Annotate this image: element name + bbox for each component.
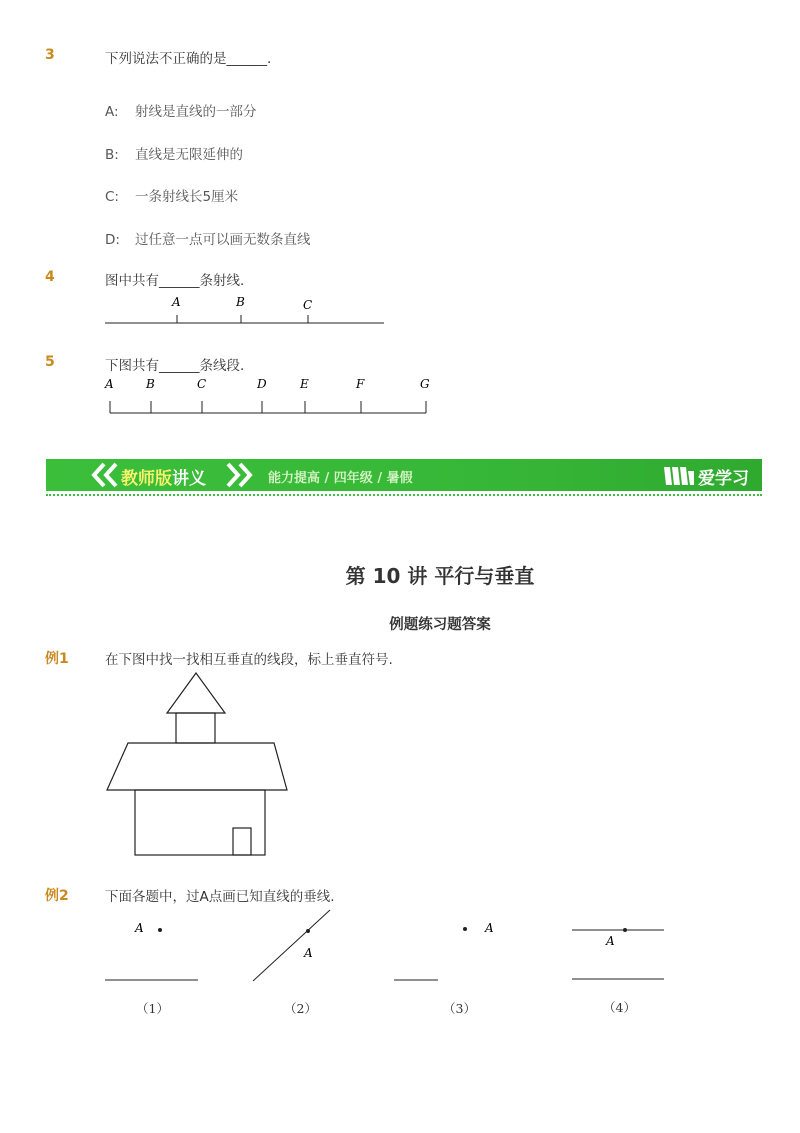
- brand-name: 爱学习: [698, 469, 749, 489]
- ray-point-label-b: B: [236, 295, 245, 309]
- option-c: [105, 185, 238, 205]
- fig2-line: [253, 910, 330, 981]
- option-b-text: 直线是无限延伸的: [135, 147, 243, 163]
- fig3-point: [463, 927, 467, 931]
- segment-point-label-d: D: [257, 377, 267, 391]
- caption-3: （3）: [443, 1001, 476, 1016]
- question-3-text: 下列说法不正确的是______.: [105, 51, 272, 67]
- perpendicular-figures: [100, 905, 680, 985]
- caption-2: （2）: [284, 1001, 317, 1016]
- segment-point-label-a: A: [105, 377, 114, 391]
- fig4-point: [623, 928, 627, 932]
- segment-point-label-b: B: [146, 377, 155, 391]
- option-a: [105, 100, 257, 120]
- ray-point-label-a: A: [172, 295, 181, 309]
- question-number-4: 4: [45, 269, 55, 285]
- double-chevron-left-icon: [86, 462, 126, 488]
- header-banner: [46, 459, 762, 491]
- ray-figure: [100, 293, 390, 333]
- example-number-1: 例1: [45, 651, 69, 667]
- caption-1: （1）: [136, 1001, 169, 1016]
- option-c-text: 一条射线长5厘米: [135, 189, 239, 205]
- brand-logo-icon: [662, 463, 696, 487]
- fig1-point: [158, 928, 162, 932]
- option-d-text: 过任意一点可以画无数条直线: [135, 232, 311, 248]
- segment-figure: [100, 374, 440, 420]
- question-number-5: 5: [45, 354, 55, 370]
- question-number-3: 3: [45, 47, 55, 63]
- banner-handout-label: 讲义: [172, 469, 206, 489]
- banner-divider: [46, 494, 762, 496]
- banner-breadcrumb: 能力提高 / 四年级 / 暑假: [268, 471, 413, 486]
- question-5-text: 下图共有______条线段.: [105, 358, 245, 374]
- fig1-point-label: A: [135, 921, 144, 935]
- banner-teacher-label: 教师版: [121, 469, 172, 489]
- example-1-text: 在下图中找一找相互垂直的线段，标上垂直符号.: [105, 652, 393, 668]
- fig3-point-label: A: [485, 921, 494, 935]
- option-d-letter: D:: [105, 232, 120, 248]
- fig2-point-label: A: [304, 946, 313, 960]
- option-b: [105, 143, 243, 163]
- example-2-text: 下面各题中，过A点画已知直线的垂线.: [105, 889, 335, 905]
- segment-point-label-e: E: [300, 377, 309, 391]
- ray-point-label-c: C: [303, 298, 313, 312]
- segment-point-label-g: G: [420, 377, 430, 391]
- segment-point-label-f: F: [356, 377, 365, 391]
- option-b-letter: B:: [105, 147, 119, 163]
- fig2-point: [306, 929, 310, 933]
- caption-4: （4）: [603, 1000, 636, 1015]
- segment-point-label-c: C: [197, 377, 207, 391]
- lecture-title: 第 10 讲 平行与垂直: [345, 564, 535, 588]
- lecture-subtitle: 例题练习题答案: [389, 617, 491, 633]
- option-a-text: 射线是直线的一部分: [135, 104, 257, 120]
- option-a-letter: A:: [105, 104, 119, 120]
- example-number-2: 例2: [45, 888, 69, 904]
- question-4-text: 图中共有______条射线.: [105, 273, 245, 289]
- option-d: [105, 228, 311, 248]
- double-chevron-right-icon: [220, 462, 260, 488]
- option-c-letter: C:: [105, 189, 119, 205]
- house-figure: [100, 668, 295, 860]
- fig4-point-label: A: [606, 934, 615, 948]
